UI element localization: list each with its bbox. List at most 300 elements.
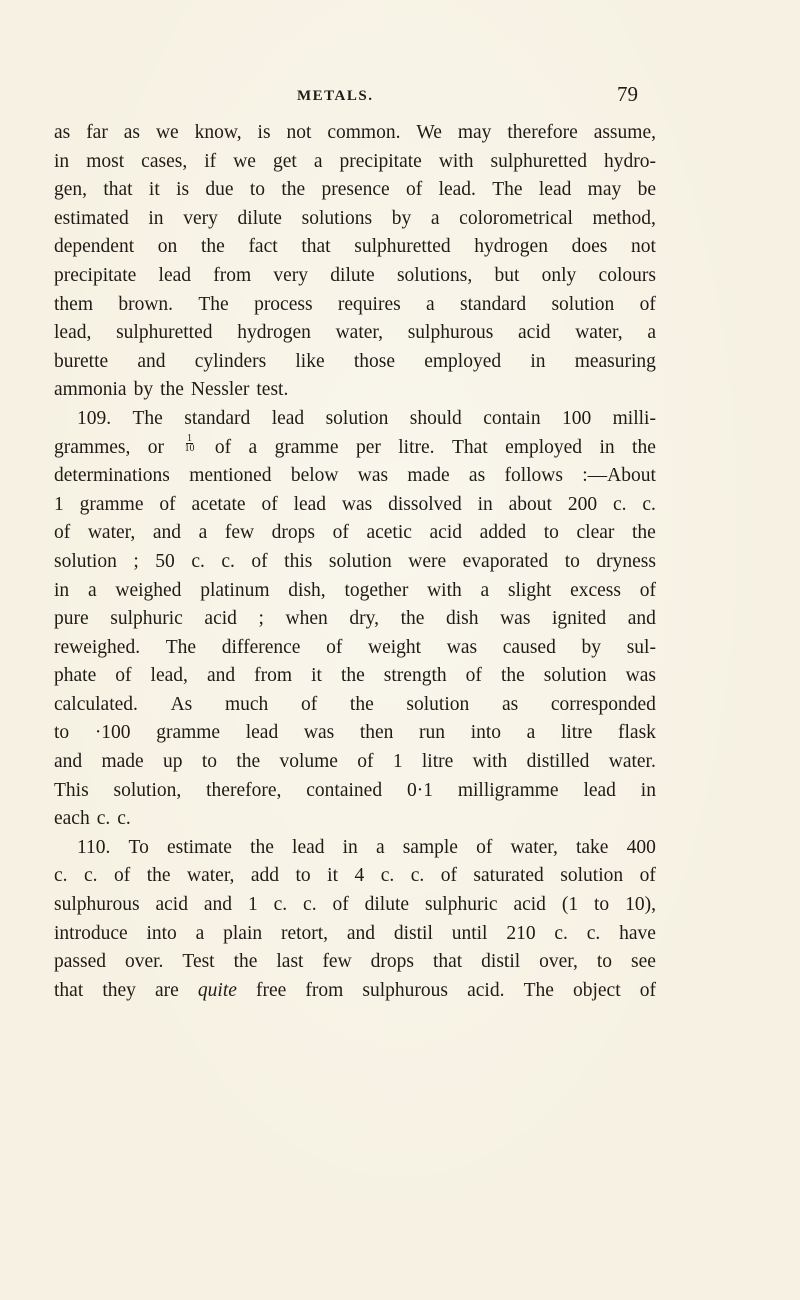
word: a (430, 207, 440, 229)
word: in (148, 207, 164, 229)
word: by (391, 207, 412, 229)
word: distil (481, 951, 521, 973)
word: volume (279, 751, 338, 773)
word: of (465, 665, 482, 687)
word: difference (221, 636, 301, 658)
word: dryness (596, 550, 656, 572)
word: to (564, 550, 580, 572)
word: c. (554, 922, 568, 944)
word: retort, (280, 922, 329, 944)
word: process (254, 293, 313, 315)
word: distilled (526, 751, 590, 773)
text-line (54, 548, 656, 577)
word: a (87, 579, 97, 601)
word: dry, (349, 608, 379, 630)
word: with (438, 150, 474, 172)
word: to (594, 894, 610, 916)
word: standard (184, 407, 251, 429)
word: of (332, 522, 349, 544)
word: c. (54, 865, 68, 887)
word: acid (513, 894, 546, 916)
word: therefore, (206, 779, 282, 801)
word: burette (54, 350, 109, 372)
word: it (148, 179, 160, 201)
word: was (625, 665, 656, 687)
word: and (627, 608, 656, 630)
word: assume, (593, 122, 656, 143)
word: and (346, 922, 376, 944)
word: in (54, 579, 70, 601)
word: a (426, 293, 435, 315)
word: we (155, 122, 179, 143)
word: cylinders (194, 350, 267, 372)
word: of (251, 550, 268, 572)
fraction-denominator: 10 (184, 442, 195, 454)
word: a (195, 922, 205, 944)
word: of (54, 522, 71, 544)
word: solution (325, 407, 389, 429)
word: reweighed. (54, 636, 141, 658)
word: of (114, 865, 131, 887)
word: gramme (274, 436, 339, 458)
word: of (300, 693, 318, 715)
word: lead (293, 493, 327, 515)
text-line (54, 348, 656, 377)
word: they (102, 979, 136, 1001)
word: and (152, 522, 181, 544)
word: weight (368, 636, 422, 658)
word: platinum (200, 579, 270, 601)
word: solution, (113, 779, 182, 801)
word: as (54, 122, 71, 143)
word: c. (303, 894, 317, 916)
word: the (632, 436, 656, 458)
word: The (132, 407, 163, 429)
italic-word: quite (197, 979, 237, 1001)
text-line (54, 462, 656, 491)
word: 0·1 (406, 779, 433, 801)
word: evaporated (462, 550, 549, 572)
word: distil (393, 922, 433, 944)
word: colorometrical (459, 207, 573, 229)
word: of (476, 836, 493, 858)
word: were (408, 550, 447, 572)
word: up (163, 751, 183, 773)
word: like (295, 350, 325, 372)
word: The (492, 179, 523, 201)
word: of (214, 436, 232, 458)
word: of (639, 293, 656, 315)
word: fact (248, 236, 278, 258)
word: As (170, 693, 193, 715)
word: lead (245, 722, 279, 744)
word: estimated (54, 207, 129, 229)
word: sul- (626, 636, 656, 658)
text-line (54, 805, 656, 834)
word: not (286, 122, 312, 143)
word: c. (586, 922, 601, 944)
word: dilute (330, 264, 375, 286)
word: in (599, 436, 615, 458)
word: drops (370, 951, 414, 973)
word: solution (54, 550, 117, 572)
word: colours (598, 264, 656, 286)
word: The (198, 293, 229, 315)
word: excess (570, 579, 621, 601)
word: is (176, 179, 190, 201)
word: as (468, 465, 486, 487)
word: with (427, 579, 462, 601)
word: of (639, 979, 656, 1001)
word: be (637, 179, 656, 201)
word: acid (204, 608, 237, 630)
word: milli- (612, 407, 656, 429)
word: sulphuretted (116, 322, 213, 344)
word: far (86, 122, 108, 143)
text-line (54, 233, 656, 262)
text-line (54, 291, 656, 320)
word: lead (158, 264, 192, 286)
text-line (54, 262, 656, 291)
word: calculated. (54, 693, 138, 715)
word: about (508, 493, 552, 515)
text-line (54, 719, 656, 748)
word: We (416, 122, 442, 143)
word: get (272, 150, 297, 172)
word: ·100 (94, 722, 131, 744)
word: (1 (561, 894, 579, 916)
text-line (54, 977, 656, 1006)
word: by (133, 379, 154, 401)
word: the (632, 522, 656, 544)
word: ; (133, 550, 139, 572)
word: c. (84, 865, 98, 887)
word: the (146, 865, 171, 887)
word: determinations (54, 465, 170, 487)
word: c. (117, 808, 131, 830)
text-line (54, 862, 656, 891)
word: saturated (473, 865, 544, 887)
word: a (313, 150, 323, 172)
word: the (340, 665, 365, 687)
word: it (327, 865, 338, 887)
word: acid (155, 894, 188, 916)
word: of (159, 493, 176, 515)
word: of (406, 179, 423, 201)
word: phate (54, 665, 97, 687)
text-line (54, 176, 656, 205)
word: much (224, 693, 269, 715)
word: 100 (562, 407, 592, 429)
word: by (581, 636, 602, 658)
text-line (54, 491, 656, 520)
word: precipitate (339, 150, 422, 172)
page-number: 79 (617, 82, 638, 106)
word: sulphuric (110, 608, 183, 630)
word: follows (504, 465, 563, 487)
word: very (273, 264, 309, 286)
word: acetic (366, 522, 412, 544)
word: add (250, 865, 280, 887)
word: gramme (79, 493, 144, 515)
word: solution (406, 693, 470, 715)
word: employed (424, 350, 502, 372)
word: dependent (54, 236, 135, 258)
word: may (587, 179, 622, 201)
word: requires (337, 293, 401, 315)
word: a (480, 579, 490, 601)
word: sulphurous (54, 894, 140, 916)
word: take (575, 836, 609, 858)
word: litre (560, 722, 593, 744)
word: presence (321, 179, 390, 201)
word: solutions (301, 207, 373, 229)
word: few (224, 522, 255, 544)
word: a (526, 722, 536, 744)
word: solution (560, 865, 624, 887)
word: plain (223, 922, 263, 944)
word: to (596, 951, 613, 973)
word: added (479, 522, 527, 544)
word: or (147, 436, 165, 458)
word: made (101, 751, 144, 773)
word: common. (327, 122, 401, 143)
text-line (54, 662, 656, 691)
word: may (457, 122, 492, 143)
word: water, (87, 522, 136, 544)
word: into (146, 922, 177, 944)
word: the (250, 836, 274, 858)
word: estimate (166, 836, 232, 858)
word: to (54, 722, 70, 744)
word: and (203, 894, 233, 916)
word: c. (612, 493, 627, 515)
word: 109. (77, 407, 112, 429)
text-line (54, 405, 656, 434)
word: ammonia (54, 379, 127, 401)
word: to (295, 865, 311, 887)
word: corresponded (550, 693, 656, 715)
text-line (54, 920, 656, 949)
word: few (322, 951, 352, 973)
word: that (54, 979, 84, 1001)
word: acid (429, 522, 462, 544)
word: the (236, 751, 261, 773)
word: those (353, 350, 396, 372)
word: water, (575, 322, 623, 344)
word: a (375, 836, 385, 858)
word: until (451, 922, 488, 944)
word: strength (383, 665, 447, 687)
word: it (311, 665, 322, 687)
word: caused (502, 636, 556, 658)
word: in (477, 493, 493, 515)
text-line (54, 777, 656, 806)
word: lead, (54, 322, 92, 344)
word: to (201, 751, 217, 773)
word: of (639, 579, 656, 601)
text-line (54, 948, 656, 977)
word: That (451, 436, 488, 458)
word: is (257, 122, 271, 143)
word: water. (608, 751, 656, 773)
word: that (103, 179, 133, 201)
word: acetate (191, 493, 246, 515)
word: weighed (115, 579, 182, 601)
word: test. (256, 379, 289, 401)
fraction (183, 434, 195, 463)
word: a (198, 522, 208, 544)
word: method, (592, 207, 656, 229)
word: the (500, 665, 525, 687)
word: Test (182, 951, 215, 973)
word: sulphuretted (354, 236, 451, 258)
word: and (137, 350, 166, 372)
word: have (619, 922, 656, 944)
word: made (407, 465, 450, 487)
text-line (54, 119, 656, 148)
word: was (446, 636, 478, 658)
word: into (470, 722, 502, 744)
word: mentioned (189, 465, 272, 487)
word: sulphuretted (490, 150, 587, 172)
word: milligramme (457, 779, 559, 801)
text-line (54, 691, 656, 720)
word: from (213, 264, 252, 286)
word: run (419, 722, 446, 744)
word: the (400, 608, 425, 630)
word: water, (187, 865, 235, 887)
word: as (501, 693, 519, 715)
word: them (54, 293, 93, 315)
word: gramme (156, 722, 221, 744)
word: know, (194, 122, 242, 143)
text-line (54, 748, 656, 777)
word: introduce (54, 922, 128, 944)
word: acid. (467, 979, 505, 1001)
word: water, (510, 836, 558, 858)
word: when (285, 608, 328, 630)
word: To (128, 836, 149, 858)
word: lead (583, 779, 616, 801)
word: hydrogen (474, 236, 548, 258)
word: sulphuric (424, 894, 498, 916)
word: and (206, 665, 236, 687)
word: 200 (567, 493, 598, 515)
word: in (54, 150, 70, 172)
word: 210 (506, 922, 536, 944)
word: precipitate (54, 264, 137, 286)
word: of (115, 665, 132, 687)
word: water, (335, 322, 383, 344)
word: lead (538, 179, 572, 201)
word: from (254, 665, 293, 687)
text-line (54, 148, 656, 177)
word: solution (328, 550, 392, 572)
word: free (256, 979, 287, 1001)
word: ignited (552, 608, 607, 630)
word: contained (306, 779, 383, 801)
word: dish (445, 608, 479, 630)
word: slight (507, 579, 552, 601)
text-line (54, 319, 656, 348)
word: with (472, 751, 508, 773)
word: 10), (625, 894, 656, 916)
word: see (631, 951, 656, 973)
text-line (54, 634, 656, 663)
body-text (54, 119, 656, 1005)
word: a (647, 322, 656, 344)
word: to (543, 522, 559, 544)
word: Nessler (190, 379, 250, 401)
word: very (183, 207, 218, 229)
word: solution (551, 293, 615, 315)
word: cases, (141, 150, 188, 172)
word: lead, (150, 665, 188, 687)
word: below (290, 465, 339, 487)
word: hydro- (603, 150, 656, 172)
word: together (344, 579, 409, 601)
word: not (631, 236, 656, 258)
word: gen, (54, 179, 88, 201)
word: ; (258, 608, 264, 630)
word: 400 (626, 836, 656, 858)
word: hydrogen (237, 322, 311, 344)
word: sulphurous (362, 979, 449, 1001)
word: 1 (54, 493, 64, 515)
word: employed (505, 436, 583, 458)
word: this (284, 550, 313, 572)
word: flask (618, 722, 656, 744)
word: over. (124, 951, 164, 973)
word: as (123, 122, 141, 143)
word: in (640, 779, 656, 801)
word: solution (543, 665, 607, 687)
word: last (276, 951, 304, 973)
text-line (54, 205, 656, 234)
word: 4 (354, 865, 365, 887)
word: pure (54, 608, 89, 630)
word: The (165, 636, 197, 658)
text-line (54, 834, 656, 863)
word: to (249, 179, 266, 201)
word: grammes, (54, 436, 131, 458)
word: of (261, 493, 278, 515)
word: 50 (155, 550, 175, 572)
word: 110. (77, 836, 111, 858)
word: should (409, 407, 462, 429)
word: litre. (398, 436, 435, 458)
word: a (248, 436, 258, 458)
word: dilute (237, 207, 282, 229)
word: was (303, 722, 335, 744)
word: clear (576, 522, 615, 544)
word: the (233, 951, 258, 973)
word: in (530, 350, 546, 372)
word: in (342, 836, 358, 858)
word: therefore (507, 122, 578, 143)
word: per (355, 436, 381, 458)
word: then (359, 722, 394, 744)
word: c. (410, 865, 425, 887)
word: the (200, 236, 225, 258)
text-line (54, 577, 656, 606)
running-head: METALS. (297, 88, 374, 104)
word: c. (642, 493, 656, 515)
word: litre (421, 751, 454, 773)
word: was (341, 493, 373, 515)
text-line (54, 605, 656, 634)
